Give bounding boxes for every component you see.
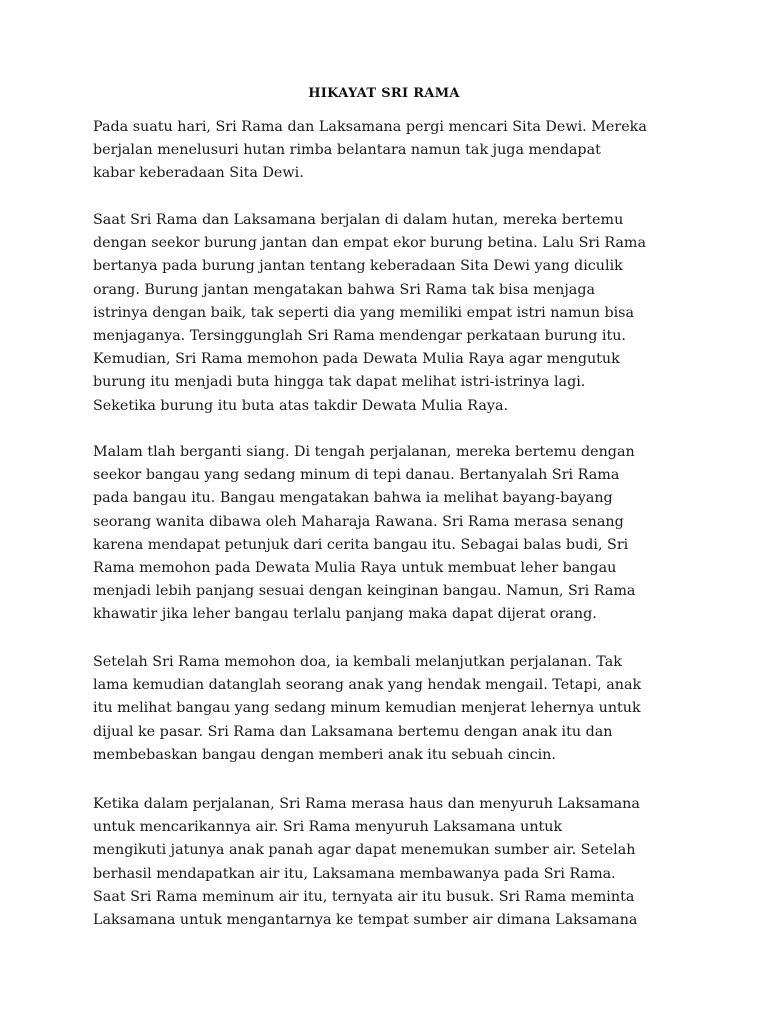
document-title: HIKAYAT SRI RAMA: [308, 86, 460, 101]
paragraph-line: Seketika burung itu buta atas takdir Dewata Mulia Raya.: [93, 397, 509, 414]
paragraph-line: Malam tlah berganti siang. Di tengah perjalanan, mereka bertemu dengan: [93, 444, 635, 460]
paragraph-line: burung itu menjadi buta hingga tak dapat melihat istri-istrinya lagi.: [93, 374, 586, 391]
paragraph-3: [93, 441, 693, 627]
paragraph-line: menjaganya. Tersinggunglah Sri Rama mendengar perkataan burung itu.: [93, 328, 626, 345]
paragraph-line: dengan seekor burung jantan dan empat ekor burung betina. Lalu Sri Rama: [93, 235, 647, 252]
paragraph-line: Ketika dalam perjalanan, Sri Rama merasa haus dan menyuruh Laksamana: [93, 796, 640, 812]
paragraph-line: seekor bangau yang sedang minum di tepi danau. Bertanyalah Sri Rama: [93, 467, 620, 484]
paragraph-line: Laksamana untuk mengantarnya ke tempat sumber air dimana Laksamana: [93, 912, 638, 929]
paragraph-line: berhasil mendapatkan air itu, Laksamana membawanya pada Sri Rama.: [93, 865, 616, 882]
paragraph-line: mengikuti jatunya anak panah agar dapat menemukan sumber air. Setelah: [93, 842, 636, 859]
paragraph-line: Saat Sri Rama dan Laksamana berjalan di dalam hutan, mereka bertemu: [93, 212, 624, 228]
paragraph-line: Kemudian, Sri Rama memohon pada Dewata Mulia Raya agar mengutuk: [93, 351, 620, 368]
paragraph-5: [93, 793, 693, 932]
paragraph-line: menjadi lebih panjang sesuai dengan keinginan bangau. Namun, Sri Rama: [93, 583, 636, 600]
paragraph-line: untuk mencarikannya air. Sri Rama menyuruh Laksamana untuk: [93, 819, 563, 836]
paragraph-line: Pada suatu hari, Sri Rama dan Laksamana pergi mencari Sita Dewi. Mereka: [93, 119, 647, 135]
paragraph-line: Rama memohon pada Dewata Mulia Raya untuk membuat leher bangau: [93, 560, 617, 577]
paragraph-line: orang. Burung jantan mengatakan bahwa Sri Rama tak bisa menjaga: [93, 281, 596, 298]
paragraph-line: lama kemudian datanglah seorang anak yang hendak mengail. Tetapi, anak: [93, 677, 642, 694]
paragraph-line: dijual ke pasar. Sri Rama dan Laksamana bertemu dengan anak itu dan: [93, 723, 613, 740]
paragraph-line: Saat Sri Rama meminum air itu, ternyata air itu busuk. Sri Rama meminta: [93, 888, 635, 905]
paragraph-line: khawatir jika leher bangau terlalu panjang maka dapat dijerat orang.: [93, 606, 597, 623]
paragraph-2: [93, 209, 693, 418]
paragraph-line: bertanya pada burung jantan tentang keberadaan Sita Dewi yang diculik: [93, 258, 623, 275]
paragraph-line: membebaskan bangau dengan memberi anak itu sebuah cincin.: [93, 746, 556, 763]
paragraph-line: pada bangau itu. Bangau mengatakan bahwa ia melihat bayang-bayang: [93, 490, 613, 507]
paragraph-line: istrinya dengan baik, tak seperti dia yang memiliki empat istri namun bisa: [93, 304, 635, 321]
paragraph-line: karena mendapat petunjuk dari cerita bangau itu. Sebagai balas budi, Sri: [93, 536, 629, 553]
paragraph-line: seorang wanita dibawa oleh Maharaja Rawana. Sri Rama merasa senang: [93, 513, 624, 530]
paragraph-line: Setelah Sri Rama memohon doa, ia kembali melanjutkan perjalanan. Tak: [93, 654, 622, 670]
paragraph-line: kabar keberadaan Sita Dewi.: [93, 165, 304, 182]
paragraph-4: [93, 651, 693, 767]
paragraph-line: itu melihat bangau yang sedang minum kemudian menjerat lehernya untuk: [93, 700, 641, 717]
paragraph-1: [93, 116, 693, 186]
paragraph-line: berjalan menelusuri hutan rimba belantara namun tak juga mendapat: [93, 142, 601, 159]
